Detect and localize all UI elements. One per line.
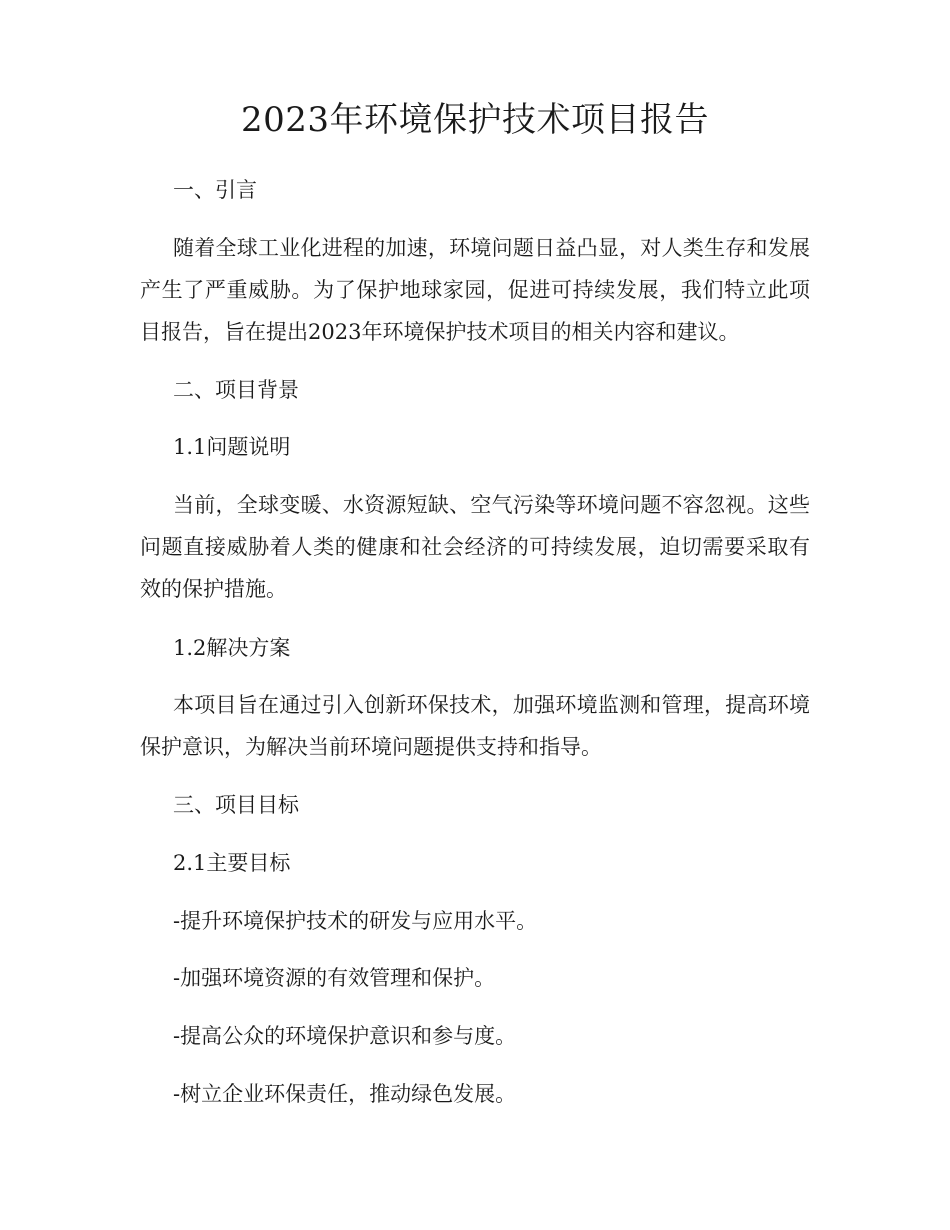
subsection-heading-solution: 1.2解决方案 — [173, 636, 291, 660]
section-heading-introduction: 一、引言 — [173, 178, 257, 202]
goal-item: -提升环境保护技术的研发与应用水平。 — [173, 909, 538, 933]
introduction-paragraph: 随着全球工业化进程的加速，环境问题日益凸显，对人类生存和发展产生了严重威胁。为了保护地球家园，促进可持续发展，我们特立此项目报告，旨在提出2023年环境保护技术项目的相关内容和建议。 — [140, 236, 810, 344]
problem-paragraph: 当前，全球变暖、水资源短缺、空气污染等环境问题不容忽视。这些问题直接威胁着人类的健康和社会经济的可持续发展，迫切需要采取有效的保护措施。 — [140, 493, 810, 601]
goal-item: -提高公众的环境保护意识和参与度。 — [173, 1024, 517, 1048]
goal-item: -树立企业环保责任，推动绿色发展。 — [173, 1082, 517, 1106]
subsection-heading-problem: 1.1问题说明 — [173, 435, 291, 459]
document-title: 2023年环境保护技术项目报告 — [240, 100, 710, 140]
section-heading-goals: 三、项目目标 — [173, 793, 299, 817]
section-heading-background: 二、项目背景 — [173, 378, 299, 402]
subsection-heading-main-goals: 2.1主要目标 — [173, 851, 291, 875]
solution-paragraph: 本项目旨在通过引入创新环保技术，加强环境监测和管理，提高环境保护意识，为解决当前环境问题提供支持和指导。 — [140, 693, 810, 759]
goal-item: -加强环境资源的有效管理和保护。 — [173, 966, 496, 990]
